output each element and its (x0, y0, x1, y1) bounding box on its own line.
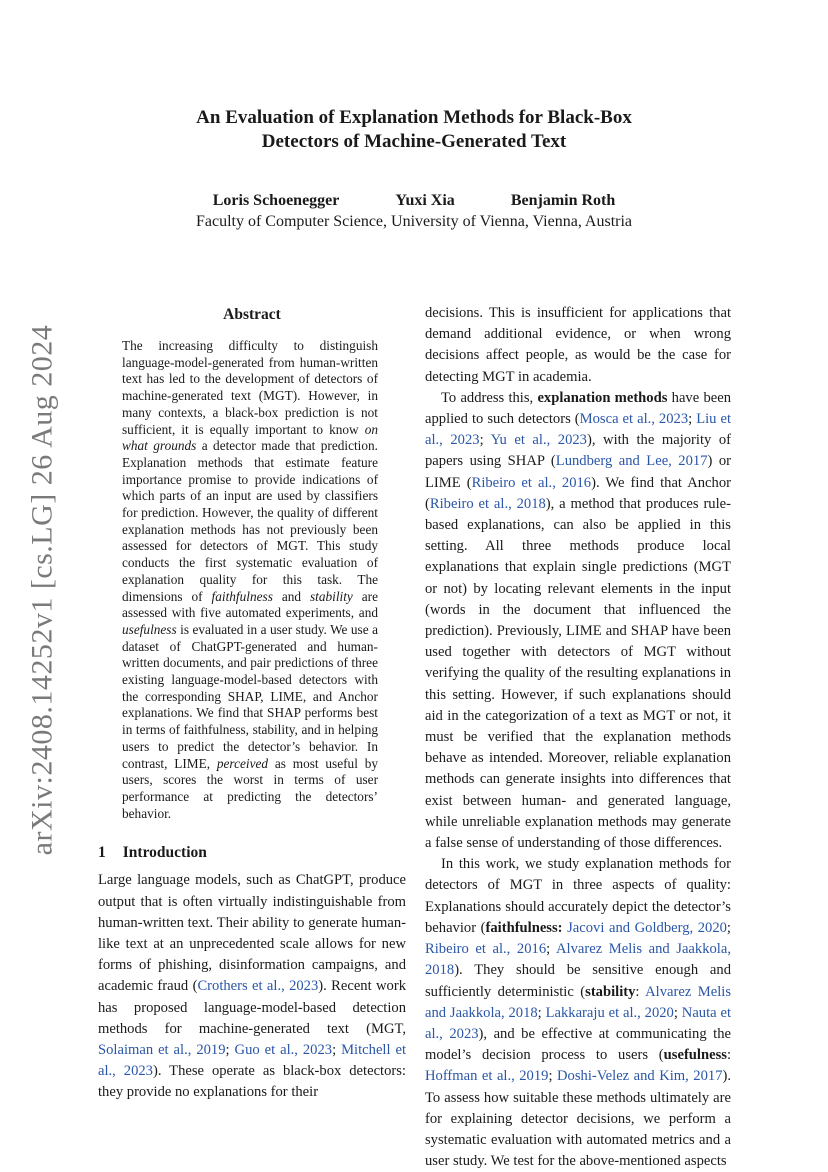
author-name: Benjamin Roth (510, 192, 616, 209)
text-span: ; (546, 941, 556, 958)
abstract-emphasis: perceived (216, 755, 269, 771)
text-span: : (635, 983, 646, 1000)
citation-link[interactable]: Hoffman et al., 2019 (425, 1068, 549, 1085)
bold-term: stability (585, 983, 636, 1000)
bold-term: explanation methods (537, 389, 668, 406)
text-span: To address this, (441, 389, 538, 406)
text-span: ; (548, 1068, 558, 1085)
citation-link[interactable]: Ribeiro et al., 2018 (429, 495, 546, 512)
citation-link[interactable]: Yu et al., 2023 (490, 432, 587, 449)
abstract-span: The increasing difficulty to distinguish language-model-generated from human-written text has led to the development of detectors of machine-generated text (MGT). However, in many contexts, a black-box prediction is not sufficient, it is equally important to know (122, 338, 378, 437)
text-span: ). We find that Anchor ( (425, 474, 731, 512)
abstract-emphasis: usefulness (122, 621, 177, 637)
author-list (120, 192, 708, 210)
citation-link[interactable]: Lakkaraju et al., 2020 (545, 1004, 674, 1021)
abstract-emphasis: on what grounds (122, 421, 378, 454)
text-span: ; (688, 411, 697, 428)
right-column (425, 303, 731, 1172)
body-paragraph: decisions. This is insufficient for applications that demand additional evidence, or when wrong decisions affect people, as would be the case for detecting MGT in academia. (425, 305, 731, 385)
citation-link[interactable]: Lundberg and Lee, 2017 (555, 453, 708, 470)
arxiv-identifier (16, 310, 68, 870)
text-span: ; (225, 1042, 235, 1059)
abstract-heading: Abstract (223, 306, 281, 323)
text-span: ), with the majority of papers using SHAP ( (425, 432, 731, 470)
text-span: Large language models, such as ChatGPT, produce output that is often virtually indistinguishable from human-written text. Their ability to generate human-like text at an unprecedented scale allows for new forms of phishing, disinformation campaigns, and academic fraud ( (98, 872, 406, 995)
text-span: ). These operate as black-box detectors: they provide no explanations for their (98, 1063, 406, 1101)
abstract-span: a detector made that prediction. Explanation methods that estimate feature importance promise to provide indications of which parts of an input are used by classifiers for prediction. However, the quality of different explanation methods has not previously been assessed for detectors of MGT. This study conducts the first systematic evaluation of explanation quality for this task. The dimensions of (122, 438, 378, 604)
abstract-span: are assessed with five automated experiments, and (122, 588, 378, 621)
text-span: ), a method that produces rule-based explanations, can also be applied in this setting. All three methods produce local explanations that explain single predictions (MGT or not) by locating relevant elements in the input (words in the document that influenced the prediction). Previously, LIME and SHAP have been used together with detectors of MGT without verifying the quality of the resulting explanations in this setting. However, if such explanations should aid in the categorization of a text as MGT or not, it must be verified that the explanation methods behave as intended. Moreover, reliable explanation methods can generate insights into differences that exist between human- and generated language, while unreliable explanation methods may generate a false sense of understanding of those differences. (425, 495, 731, 852)
text-span: ; (479, 432, 491, 449)
text-span: ), and be effective at communicating the model’s decision process to users ( (425, 1025, 731, 1064)
text-span: : (726, 1047, 731, 1064)
text-span: ) or LIME ( (425, 453, 731, 491)
body-paragraph (425, 388, 731, 854)
bold-term: usefulness (663, 1047, 727, 1064)
title-line-1: An Evaluation of Explanation Methods for Black-Box (196, 107, 632, 128)
abstract-span: and (272, 588, 310, 604)
citation-link[interactable]: Alvarez Melis and Jaakkola, 2018 (425, 941, 731, 979)
abstract-text (122, 338, 378, 822)
author-name: Loris Schoenegger (212, 192, 340, 209)
abstract-emphasis: stability (309, 588, 353, 604)
text-span: ; (673, 1004, 682, 1021)
citation-link[interactable]: Solaiman et al., 2019 (98, 1042, 226, 1059)
text-span: In this work, we study explanation methods for detectors of MGT in three aspects of quality: Explanations should accurately depict the detector’s behavior ( (425, 856, 731, 936)
left-column (98, 306, 406, 1104)
citation-link[interactable]: Ribeiro et al., 2016 (425, 941, 547, 958)
intro-paragraph (98, 870, 406, 1103)
citation-link[interactable]: Ribeiro et al., 2016 (471, 474, 592, 491)
text-span: have been applied to such detectors ( (425, 389, 731, 428)
affiliation: Faculty of Computer Science, University of Vienna, Vienna, Austria (195, 213, 633, 230)
body-paragraph (425, 854, 731, 1172)
section-number: 1 (98, 844, 106, 862)
paper-title (120, 106, 708, 154)
citation-link[interactable]: Nauta et al., 2023 (425, 1004, 732, 1042)
text-span: ). To assess how suitable these methods ultimately are for explaining detector decisions, we perform a systematic evaluation with automated metrics and a user study. We test for the above-mentioned aspects (425, 1068, 732, 1170)
citation-link[interactable]: Crothers et al., 2023 (197, 978, 319, 995)
text-span: ). Recent work has proposed language-model-based detection methods for machine-generated text (MGT, (98, 978, 406, 1037)
bold-term: faithfulness: (485, 919, 563, 936)
citation-link[interactable]: Guo et al., 2023 (234, 1042, 333, 1059)
abstract-span: is evaluated in a user study. We use a dataset of ChatGPT-generated and human-written documents, and pair predictions of three existing language-model-based detectors with the corresponding SHAP, LIME, and Anchor explanations. We find that SHAP performs best in terms of faithfulness, stability, and in helping users to predict the detector’s behavior. In contrast, LIME, (122, 621, 378, 771)
citation-link[interactable]: Mosca et al., 2023 (579, 411, 689, 428)
citation-link[interactable]: Mitchell et al., 2023 (98, 1042, 407, 1080)
text-span: ; (332, 1042, 342, 1059)
citation-link[interactable]: Doshi-Velez and Kim, 2017 (557, 1068, 723, 1085)
citation-link[interactable]: Alvarez Melis and Jaakkola, 2018 (425, 983, 731, 1021)
section-title: Introduction (122, 844, 207, 862)
abstract-emphasis: faithfulness (211, 588, 273, 604)
text-span: ; (537, 1004, 546, 1021)
text-span: ; (726, 919, 731, 936)
text-span: ). They should be sensitive enough and sufficiently deterministic ( (425, 962, 731, 1000)
author-name: Yuxi Xia (395, 192, 455, 209)
citation-link[interactable]: Jacovi and Goldberg, 2020 (567, 919, 727, 936)
title-line-2: Detectors of Machine-Generated Text (261, 131, 567, 152)
arxiv-id-text: arXiv:2408.14252v1 [cs.LG] 26 Aug 2024 (25, 324, 58, 856)
section-heading-introduction (98, 844, 406, 862)
citation-link[interactable]: Liu et al., 2023 (425, 411, 732, 449)
abstract-span: as most useful by users, scores the worst in terms of user performance at predicting the detectors’ behavior. (122, 755, 378, 821)
